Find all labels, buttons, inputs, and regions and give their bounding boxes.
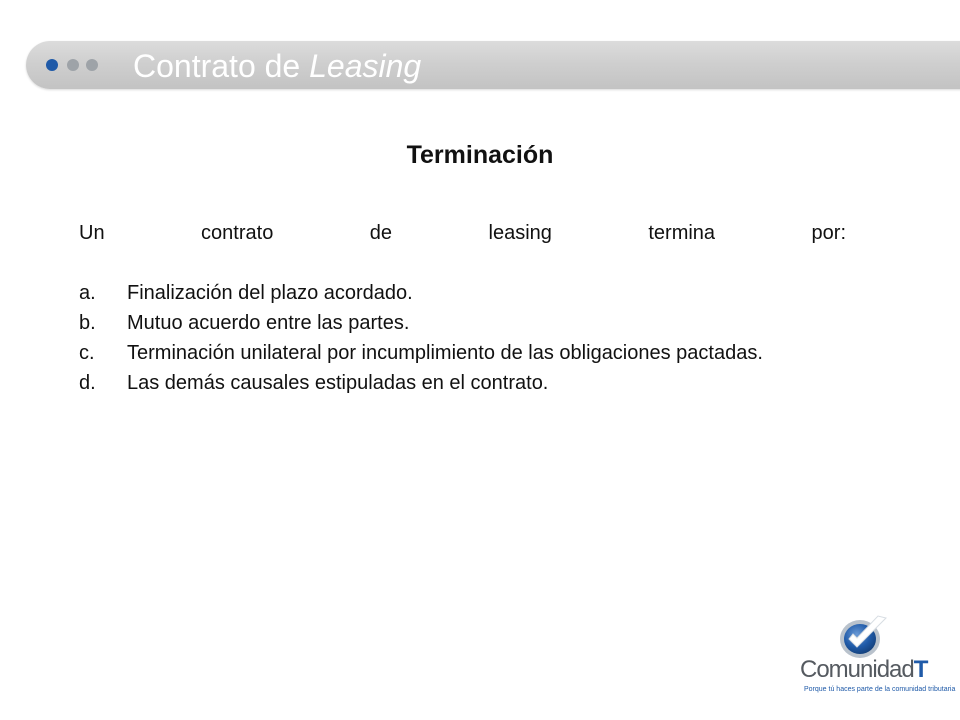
list-marker: d. bbox=[79, 372, 96, 394]
title-dot bbox=[86, 59, 98, 71]
slide-title bbox=[133, 44, 421, 88]
intro-word: de bbox=[369, 222, 393, 244]
title-dot-active bbox=[46, 59, 58, 71]
list-item-text: Mutuo acuerdo entre las partes. bbox=[127, 312, 410, 334]
intro-line bbox=[79, 218, 846, 248]
intro-word: Un bbox=[79, 222, 105, 244]
logo-word-main: Comunidad bbox=[800, 656, 914, 683]
list-item bbox=[79, 338, 846, 368]
intro-word: por: bbox=[811, 222, 846, 244]
list-marker: c. bbox=[79, 342, 95, 364]
list-item-text: Finalización del plazo acordado. bbox=[127, 282, 413, 304]
logo-tagline: Porque tú haces parte de la comunidad tributaria bbox=[804, 686, 956, 693]
list-marker: b. bbox=[79, 312, 96, 334]
intro-word: termina bbox=[648, 222, 716, 244]
check-badge-icon bbox=[834, 612, 892, 662]
intro-word: leasing bbox=[488, 222, 552, 244]
content-body bbox=[79, 218, 846, 398]
slide-title-prefix: Contrato de bbox=[133, 48, 310, 84]
list-item bbox=[79, 368, 846, 398]
title-dot bbox=[67, 59, 79, 71]
list-item-text: Las demás causales estipuladas en el contrato. bbox=[127, 372, 549, 394]
list-item-text: Terminación unilateral por incumplimiento de las obligaciones pactadas. bbox=[127, 342, 763, 364]
intro-word: contrato bbox=[201, 222, 274, 244]
section-heading: Terminación bbox=[406, 141, 554, 169]
list-marker: a. bbox=[79, 282, 96, 304]
logo-wordmark bbox=[800, 656, 940, 684]
termination-list bbox=[79, 278, 846, 398]
slide-title-italic: Leasing bbox=[309, 48, 422, 84]
list-item bbox=[79, 308, 846, 338]
list-item bbox=[79, 278, 846, 308]
logo-word-accent: T bbox=[913, 656, 928, 683]
comunidad-t-logo bbox=[800, 612, 956, 702]
